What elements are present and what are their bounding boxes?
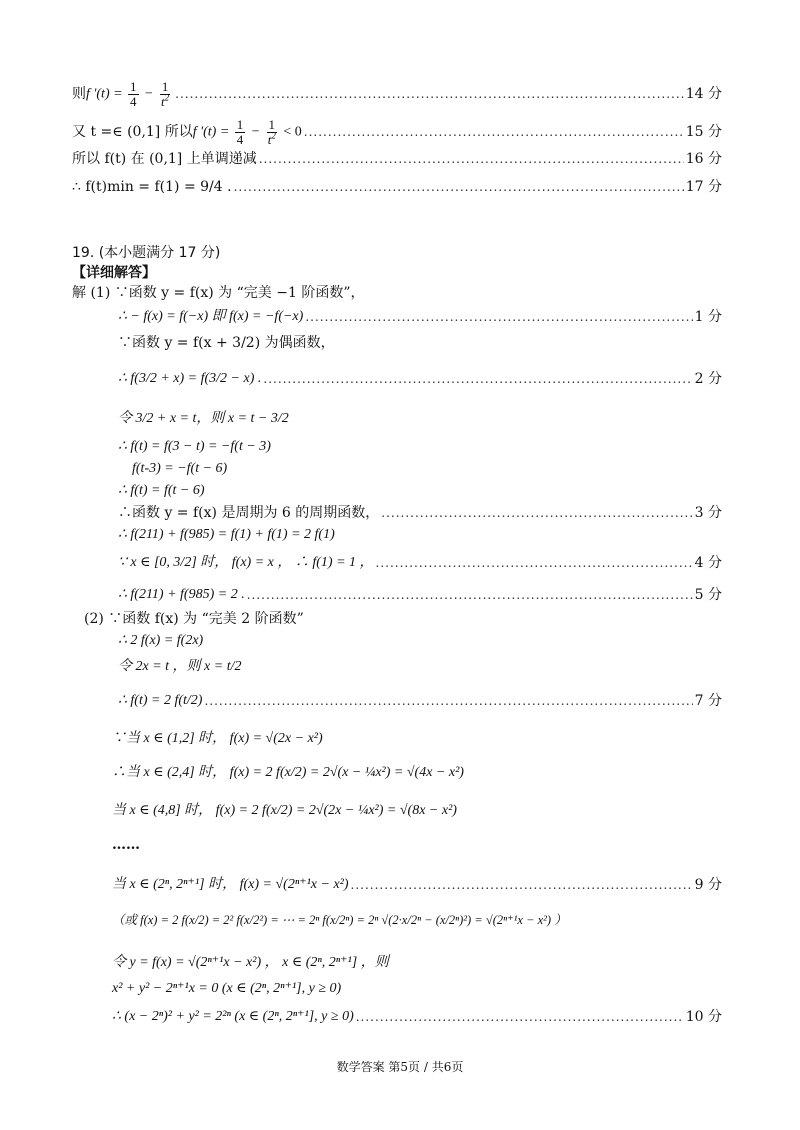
dot-leader	[351, 879, 693, 891]
step-line	[118, 694, 722, 708]
step-line: ∴当 x ∈ (2,4] 时， f(x) = 2 f(x/2) = 2√(x − ¼x²) = √(4x − x²)	[112, 765, 464, 780]
dot-leader	[204, 695, 692, 707]
step-line: ∵当 x ∈ (1,2] 时， f(x) = √(2x − x²)	[112, 731, 323, 746]
page-footer: 数学答案 第5页 / 共6页	[336, 1060, 464, 1074]
answer-subtitle: 【详细解答】	[72, 265, 156, 281]
step-formula: ∵ x ∈ [0, 3/2] 时， f(x) = x ， ∴ f(1) = 1 ，	[118, 555, 374, 570]
step-formula: f '(t) = $\frac{1}{4}$ − $\frac{1}{t^2}$	[86, 79, 170, 109]
score-label: 1 分	[694, 309, 722, 325]
step-line	[112, 1010, 722, 1024]
score-label: 9 分	[694, 877, 722, 893]
step-line: 令 2x = t ，则 x = t/2	[118, 659, 242, 674]
step-line	[72, 180, 722, 194]
step-line: 令 y = f(x) = √(2ⁿ⁺¹x − x²) ， x ∈ (2ⁿ, 2ⁿ⁺¹] ，则	[112, 955, 389, 970]
dot-leader	[304, 126, 684, 138]
step-line: （或 f(x) = 2 f(x/2) = 2² f(x/2²) = ⋯ = 2ⁿ f(x/2ⁿ) = 2ⁿ √(2·x/2ⁿ − (x/2ⁿ)²) = √(2ⁿ⁺¹x − x²) ）	[112, 913, 567, 927]
step-formula: ∴ f(t) = 2 f(t/2)	[118, 693, 203, 708]
step-line: f(t-3) = −f(t − 6)	[132, 461, 228, 476]
step-text: ∴函数 y = f(x) 是周期为 6 的周期函数，	[118, 505, 380, 521]
step-formula: ∴ f(211) + f(985) = 2 .	[118, 587, 245, 602]
part1-intro: 解 (1) ∵函数 y = f(x) 为 “完美 −1 阶函数”，	[72, 285, 365, 301]
step-formula: 当 x ∈ (2ⁿ, 2ⁿ⁺¹] 时， f(x) = √(2ⁿ⁺¹x − x²)	[112, 877, 349, 892]
step-line	[118, 588, 722, 602]
step-text: ∴ f(t)min = f(1) = 9/4 .	[72, 179, 232, 195]
score-label: 17 分	[685, 179, 722, 195]
step-line: 当 x ∈ (4,8] 时， f(x) = 2 f(x/2) = 2√(2x − ¼x²) = √(8x − x²)	[112, 803, 457, 818]
dot-leader	[381, 507, 692, 519]
score-label: 15 分	[685, 124, 722, 141]
score-label: 14 分	[685, 86, 722, 103]
score-label: 5 分	[694, 587, 722, 603]
step-line	[118, 310, 722, 324]
step-text: 则	[72, 86, 86, 103]
step-formula: ∴ f(3/2 + x) = f(3/2 − x) .	[118, 371, 262, 386]
score-label: 7 分	[694, 693, 722, 709]
step-line	[72, 80, 722, 108]
dot-leader	[376, 557, 693, 569]
step-line	[118, 372, 722, 386]
step-line: ∵函数 y = f(x + 3/2) 为偶函数，	[118, 335, 335, 351]
ellipsis: ……	[112, 837, 140, 853]
step-line: ∴ f(t) = f(3 − t) = −f(t − 3)	[118, 439, 271, 454]
step-line	[118, 506, 722, 520]
step-text: 所以 f(t) 在 (0,1] 上单调递减	[72, 151, 257, 167]
step-line: ∴ 2 f(x) = f(2x)	[118, 633, 204, 648]
score-label: 16 分	[685, 151, 722, 167]
dot-leader	[247, 589, 693, 601]
step-line: x² + y² − 2ⁿ⁺¹x = 0 (x ∈ (2ⁿ, 2ⁿ⁺¹], y ≥ 0)	[112, 981, 342, 996]
step-formula: ∴ − f(x) = f(−x) 即 f(x) = −f(−x)	[118, 309, 304, 324]
step-text: 又 t =∈ (0,1] 所以	[72, 124, 193, 141]
score-label: 4 分	[694, 555, 722, 571]
score-label: 3 分	[694, 505, 722, 521]
step-line	[118, 556, 722, 570]
dot-leader	[263, 373, 692, 385]
dot-leader	[305, 311, 692, 323]
step-line	[72, 118, 722, 146]
dot-leader	[259, 153, 684, 165]
step-formula: ∴ (x − 2ⁿ)² + y² = 2²ⁿ (x ∈ (2ⁿ, 2ⁿ⁺¹], y ≥ 0)	[112, 1009, 354, 1024]
dot-leader	[356, 1011, 684, 1023]
step-line: 令 3/2 + x = t，则 x = t − 3/2	[118, 411, 289, 426]
step-line	[72, 152, 722, 166]
score-label: 2 分	[694, 371, 722, 387]
question-title: 19. (本小题满分 17 分)	[72, 245, 221, 261]
step-line: ∴ f(t) = f(t − 6)	[118, 483, 205, 498]
step-line	[112, 878, 722, 892]
score-label: 10 分	[685, 1009, 722, 1025]
step-line: ∴ f(211) + f(985) = f(1) + f(1) = 2 f(1)	[118, 527, 335, 542]
part2-intro: (2) ∵函数 f(x) 为 “完美 2 阶函数”	[84, 611, 304, 627]
step-formula: f '(t) = $\frac{1}{4}$ − $\frac{1}{t^2}$ < 0	[192, 117, 302, 147]
dot-leader	[234, 181, 684, 193]
dot-leader	[175, 88, 684, 100]
